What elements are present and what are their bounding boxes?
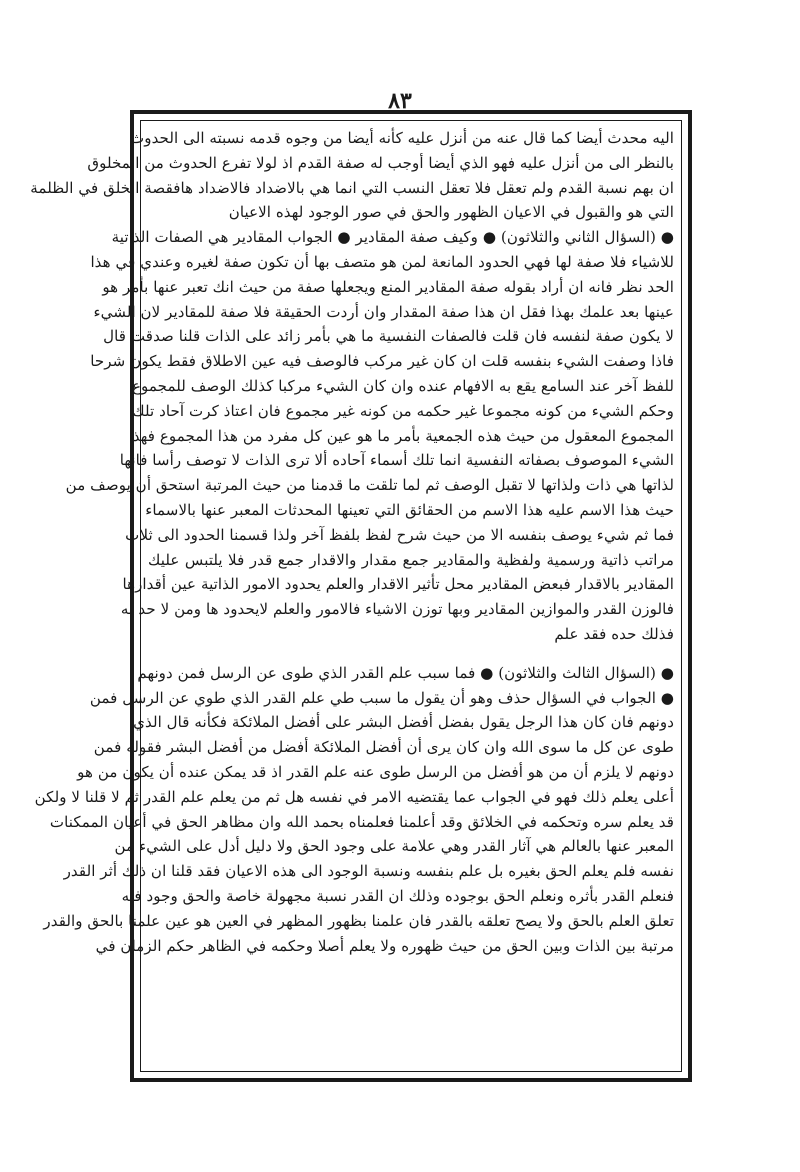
text-line: مرتبة بين الذات وبين الحق من حيث ظهوره ولا يعلم أصلا وحكمه في الظاهر حكم الزمان في [95,936,674,955]
paragraph-gap [148,647,674,661]
text-body [30,126,674,1066]
text-line: التي هو والقبول في الاعيان الظهور والحق في صور الوجود لهذه الاعيان [228,203,674,222]
text-line: نفسه فلم يعلم الحق بغيره بل علم بنفسه ونسبة الوجود الى هذه الاعيان فقد قلنا ان ذلك أثر القدر [63,862,674,881]
text-line: فنعلم القدر بأثره ونعلم الحق بوجوده وذلك ان القدر نسبة مجهولة خاصة والحق وجود فيه [121,886,674,905]
text-line: الحد نظر فانه ان أراد بقوله صفة المقادير المنع ويجعلها صفة من حيث انك تعبر عنها بأمر هو [102,277,674,296]
text-line: المجموع المعقول من حيث هذه الجمعية بأمر ما هو عين كل مفرد من هذا المجموع فهذا [128,426,674,445]
text-line: لا يكون صفة لنفسه فان قلت فالصفات النفسية ما هي بأمر زائد على الذات قلنا صدقت قال [103,327,674,346]
text-line: حيث هذا الاسم عليه هذا الاسم من الحقائق التي تعينها المحدثات المعبر عنها بالاسماء [145,500,674,519]
text-line: تعلق العلم بالحق ولا يصح تعلقه بالقدر فان علمنا بظهور المظهر في العين هو عين علمنا بالحق والقدر [43,911,674,930]
text-line: الشيء الموصوف بصفاته النفسية انما تلك أسماء آحاده ألا ترى الذات لا توصف رأسا فانها [119,451,674,470]
text-line: مراتب ذاتية ورسمية ولفظية والمقادير جمع مقدار والاقدار جمع قدر فلا يلتبس عليك [148,550,674,569]
text-line: المقادير بالاقدار فبعض المقادير محل تأثير الاقدار والعلم يحدود الامور الذاتية عين أقدارها [122,575,674,594]
text-line: أعلى يعلم ذلك فهو في الجواب عما يقتضيه الامر في نفسه هل ثم من يعلم علم القدر ثم لا قلنا لا ولكن [34,787,674,806]
text-line: للاشياء فلا صفة لها فهي الحدود المانعة لمن هو متصف بها أن تكون صفة لغيره وعندي في هذا [90,252,674,271]
text-line: قد يعلم سره وتحكمه في الخلائق وقد أعلمنا فعلمناه بحمد الله وان مظاهر الحق في أعيان الممكنات [49,812,674,831]
text-line: ان بهم نسبة القدم ولم تعقل فلا تعقل النسب التي انما هي بالاضداد فالاضداد هافقصة الخلق في الظلمة [30,178,674,197]
text-line: للفظ آخر عند السامع يقع به الافهام عنده وان كان الشيء مركبا كذلك الوصف للمجموع [131,376,674,395]
text-line: لذاتها هي ذات ولذاتها لا تقبل الوصف ثم لما تلقت ما قدمنا من حيث المرتبة استحق أن يوصف من [65,476,674,495]
text-line: عينها بعد علمك بهذا فقل ان هذا صفة المقدار وان أردت الحقيقة فلا صفة للمقادير لان الشيء [93,302,674,321]
text-line: وحكم الشيء من كونه مجموعا غير حكمه من كونه غير مجموع فان اعتاذ كرت آحاد تلك [132,401,674,420]
page-number: ٨٣ [388,88,412,114]
text-line: طوى عن كل ما سوى الله وان كان يرى أن أفضل الملائكة أفضل من أفضل البشر فقوله فمن [93,738,674,757]
text-line: فما ثم شيء يوصف بنفسه الا من حيث شرح لفظ بلفظ آخر ولذا قسمنا الحدود الى ثلاث [125,525,674,544]
text-line: فالوزن القدر والموازين المقادير وبها توزن الاشياء فالامور والعلم لايحدود ها ومن لا حد له [120,600,674,619]
question-33-heading: ● (السؤال الثالث والثلاثون) ● فما سبب علم القدر الذي طوى عن الرسل فمن دونهم [137,663,674,682]
text-line: اليه محدث أيضا كما قال عنه من أنزل عليه كأنه أيضا من وجوه قدمه نسبته الى الحدوث [129,129,674,147]
text-line: دونهم لا يلزم أن من هو أفضل من الرسل طوى عنه علم القدر اذ قد يمكن عنده أن يكون من هو [77,762,674,781]
question-32-heading: ● (السؤال الثاني والثلاثون) ● وكيف صفة المقادير ● الجواب المقادير هي الصفات الذاتية [111,228,674,247]
text-line: فذلك حده فقد علم [554,624,674,643]
text-line: دونهم فان كان هذا الرجل يقول بفضل أفضل البشر على أفضل الملائكة فكأنه قال الذي [133,713,674,732]
text-line: ● الجواب في السؤال حذف وهو أن يقول ما سبب طي علم القدر الذي طوي عن الرسل فمن [89,688,674,707]
text-line: المعبر عنها بالعالم هي آثار القدر وهي علامة على وجود الحق ولا دليل أدل على الشيء من [114,837,674,856]
text-line: فاذا وصفت الشيء بنفسه قلت ان كان غير مركب فالوصف فيه عين الاطلاق فقط يكون شرحا [90,352,674,371]
text-line: بالنظر الى من أنزل عليه فهو الذي أيضا أوجب له صفة القدم اذ لولا تفرع الحدوث من المخلوق [87,153,674,172]
